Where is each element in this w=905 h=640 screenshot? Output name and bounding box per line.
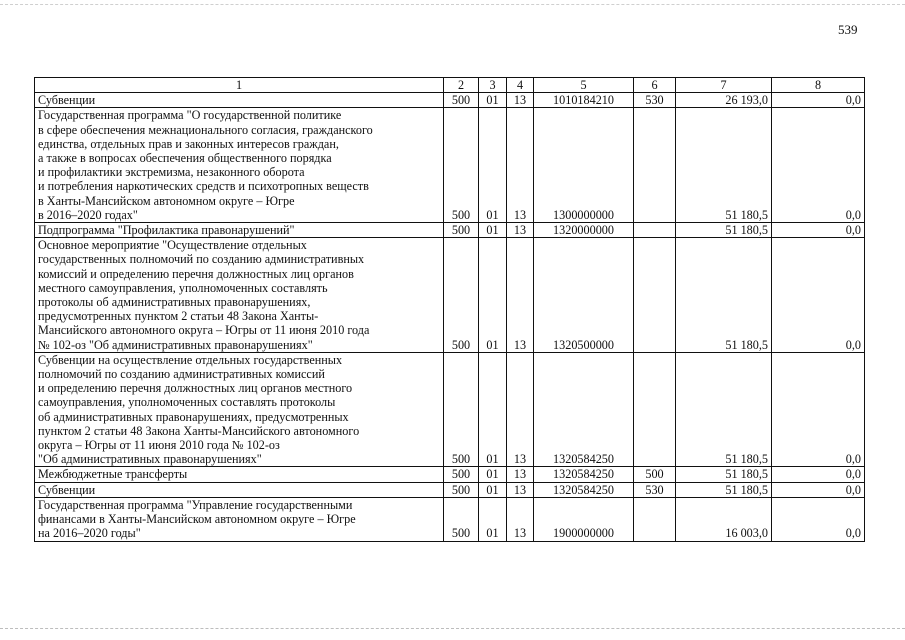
row-description: Субвенции (35, 93, 444, 108)
top-scan-edge (0, 4, 905, 5)
row-code-expense-type: 530 (634, 93, 676, 108)
row-code-expense-type (634, 497, 676, 541)
row-code-expense-type (634, 108, 676, 223)
row-code-subsection: 13 (507, 108, 534, 223)
row-code-target: 1010184210 (534, 93, 634, 108)
row-description: Подпрограмма "Профилактика правонарушений" (35, 223, 444, 238)
row-amount: 51 180,5 (676, 238, 772, 353)
row-code-section: 01 (479, 108, 507, 223)
row-code-target: 1320584250 (534, 482, 634, 497)
row-description: Межбюджетные трансферты (35, 467, 444, 482)
row-code-target: 1320500000 (534, 238, 634, 353)
row-code-section: 01 (479, 93, 507, 108)
row-code-subsection: 13 (507, 497, 534, 541)
row-code-expense-type (634, 352, 676, 467)
row-code-ministry: 500 (444, 238, 479, 353)
row-code-subsection: 13 (507, 223, 534, 238)
row-code-target: 1300000000 (534, 108, 634, 223)
row-code-ministry: 500 (444, 223, 479, 238)
row-code-section: 01 (479, 238, 507, 353)
row-amount-secondary: 0,0 (772, 467, 865, 482)
row-code-target: 1320000000 (534, 223, 634, 238)
row-code-section: 01 (479, 352, 507, 467)
row-amount: 51 180,5 (676, 223, 772, 238)
page-number: 539 (838, 22, 858, 37)
row-amount-secondary: 0,0 (772, 108, 865, 223)
column-header-4: 4 (507, 78, 534, 93)
row-description: Государственная программа "О государственной политике в сфере обеспечения межнационального согласия, гражданского единства, отдельных прав и законных интересов граждан, а также в вопросах обеспечения общественного порядка и профилактики экстремизма, незаконного оборота и потребления наркотических средств и психотропных веществ в Ханты-Мансийском автономном округе – Югре в 2016–2020 годах" (35, 108, 444, 223)
row-amount-secondary: 0,0 (772, 482, 865, 497)
column-header-6: 6 (634, 78, 676, 93)
column-header-3: 3 (479, 78, 507, 93)
row-amount: 51 180,5 (676, 467, 772, 482)
row-code-subsection: 13 (507, 352, 534, 467)
row-code-expense-type (634, 223, 676, 238)
table-row (35, 223, 865, 238)
row-code-ministry: 500 (444, 93, 479, 108)
row-code-expense-type: 530 (634, 482, 676, 497)
row-code-ministry: 500 (444, 467, 479, 482)
row-amount-secondary: 0,0 (772, 497, 865, 541)
table-row (35, 238, 865, 353)
budget-table (34, 77, 865, 542)
row-amount-secondary: 0,0 (772, 352, 865, 467)
row-description: Субвенции (35, 482, 444, 497)
row-code-target: 1320584250 (534, 352, 634, 467)
row-amount: 16 003,0 (676, 497, 772, 541)
row-code-expense-type: 500 (634, 467, 676, 482)
row-code-section: 01 (479, 223, 507, 238)
row-code-ministry: 500 (444, 497, 479, 541)
row-code-section: 01 (479, 497, 507, 541)
row-code-ministry: 500 (444, 482, 479, 497)
column-header-7: 7 (676, 78, 772, 93)
row-code-ministry: 500 (444, 108, 479, 223)
row-code-section: 01 (479, 467, 507, 482)
column-header-8: 8 (772, 78, 865, 93)
row-code-subsection: 13 (507, 238, 534, 353)
table-row (35, 93, 865, 108)
column-header-5: 5 (534, 78, 634, 93)
row-amount-secondary: 0,0 (772, 223, 865, 238)
row-code-target: 1900000000 (534, 497, 634, 541)
row-code-subsection: 13 (507, 93, 534, 108)
row-amount: 51 180,5 (676, 482, 772, 497)
row-amount-secondary: 0,0 (772, 238, 865, 353)
bottom-scan-edge (0, 628, 905, 629)
row-code-target: 1320584250 (534, 467, 634, 482)
row-amount: 51 180,5 (676, 108, 772, 223)
table-row (35, 482, 865, 497)
row-code-subsection: 13 (507, 482, 534, 497)
row-code-section: 01 (479, 482, 507, 497)
row-code-subsection: 13 (507, 467, 534, 482)
row-code-expense-type (634, 238, 676, 353)
row-code-ministry: 500 (444, 352, 479, 467)
row-description: Субвенции на осуществление отдельных государственных полномочий по созданию административных комиссий и определению перечня должностных лиц органов местного самоуправления, уполномоченных составлять протоколы об административных правонарушениях, предусмотренных пунктом 2 статьи 48 Закона Ханты-Мансийского автономного округа – Югры от 11 июня 2010 года № 102-оз "Об административных правонарушениях" (35, 352, 444, 467)
row-amount: 51 180,5 (676, 352, 772, 467)
column-header-2: 2 (444, 78, 479, 93)
row-amount-secondary: 0,0 (772, 93, 865, 108)
table-row (35, 497, 865, 541)
row-description: Основное мероприятие "Осуществление отдельных государственных полномочий по созданию административных комиссий и определению перечня должностных лиц органов местного самоуправления, уполномоченных составлять протоколы об административных правонарушениях, предусмотренных пунктом 2 статьи 48 Закона Ханты- Мансийского автономного округа – Югры от 11 июня 2010 года № 102-оз "Об административных правонарушениях" (35, 238, 444, 353)
table-row (35, 467, 865, 482)
column-header-1: 1 (35, 78, 444, 93)
row-description: Государственная программа "Управление государственными финансами в Ханты-Мансийском автономном округе – Югре на 2016–2020 годы" (35, 497, 444, 541)
table-row (35, 352, 865, 467)
row-amount: 26 193,0 (676, 93, 772, 108)
table-header-row (35, 78, 865, 93)
table-row (35, 108, 865, 223)
